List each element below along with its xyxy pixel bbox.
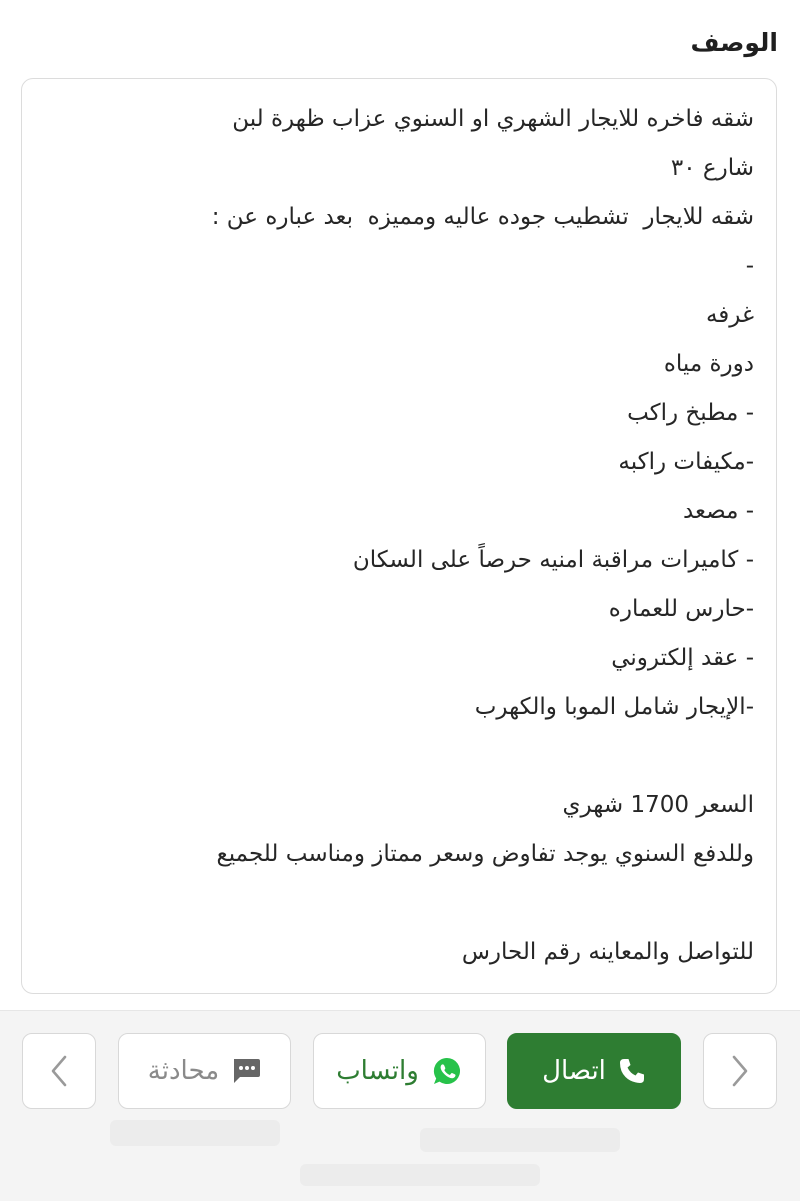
description-line: شقه للايجار تشطيب جوده عاليه ومميزه بعد عباره عن :: [211, 204, 754, 230]
description-line: - مصعد: [682, 498, 754, 524]
description-card: [21, 78, 777, 994]
section-title: الوصف: [690, 28, 778, 57]
description-line: شارع ٣٠: [670, 155, 754, 181]
call-button[interactable]: [507, 1033, 681, 1109]
call-button-label: اتصال: [542, 1056, 606, 1086]
description-line: -مكيفات راكبه: [618, 449, 754, 475]
next-button[interactable]: [703, 1033, 777, 1109]
description-line: للتواصل والمعاينه رقم الحارس: [461, 939, 754, 965]
chat-icon: [231, 1057, 261, 1085]
description-line: [44, 879, 754, 928]
previous-button[interactable]: [22, 1033, 96, 1109]
description-line: السعر 1700 شهري: [562, 792, 754, 818]
whatsapp-button[interactable]: [313, 1033, 486, 1109]
description-line: [44, 732, 754, 781]
whatsapp-button-label: واتساب: [336, 1056, 419, 1086]
phone-icon: [618, 1057, 646, 1085]
description-line: - عقد إلكتروني: [611, 645, 754, 671]
description-line: -حارس للعماره: [608, 596, 754, 622]
description-line: - كاميرات مراقبة امنيه حرصاً على السكان: [352, 547, 754, 573]
chevron-right-icon: [730, 1054, 750, 1088]
chevron-left-icon: [49, 1054, 69, 1088]
description-line: -: [745, 253, 754, 279]
chat-button[interactable]: [118, 1033, 291, 1109]
description-line: -الإيجار شامل الموبا والكهرب: [474, 694, 754, 720]
description-line: وللدفع السنوي يوجد تفاوض وسعر ممتاز ومناسب للجميع: [216, 841, 754, 867]
description-line: - مطبخ راكب: [627, 400, 754, 426]
description-line: غرفه: [705, 302, 754, 328]
action-bar: [0, 1010, 800, 1201]
chat-button-label: محادثة: [147, 1056, 220, 1086]
whatsapp-icon: [431, 1055, 463, 1087]
description-line: دورة مياه: [663, 351, 754, 377]
description-line: شقه فاخره للايجار الشهري او السنوي عزاب ظهرة لبن: [232, 106, 754, 132]
